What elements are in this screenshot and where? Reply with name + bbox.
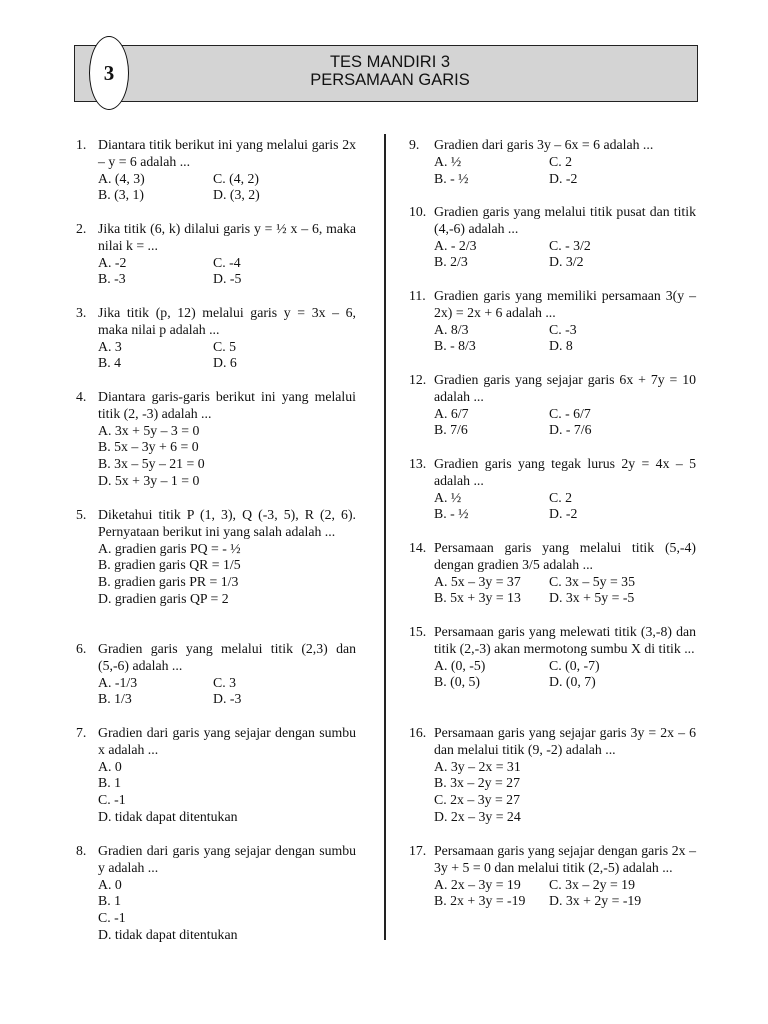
question-number: 15. (409, 624, 427, 639)
question-stem (76, 305, 356, 339)
answer-option: A. 5x – 3y = 37 (434, 573, 521, 589)
answer-options (434, 238, 696, 272)
answer-option: D. - 7/6 (549, 422, 592, 438)
answer-option: A. 8/3 (434, 321, 469, 337)
answer-option: B. 1 (98, 775, 121, 791)
question-stem (76, 843, 356, 877)
answer-option: C. 3 (213, 674, 236, 690)
question-12 (409, 372, 696, 439)
answer-option: C. -4 (213, 254, 241, 270)
answer-option: D. (3, 2) (213, 187, 260, 203)
question-number: 6. (76, 641, 87, 656)
answer-options (434, 322, 696, 356)
answer-options (434, 406, 696, 440)
answer-option: B. 2/3 (434, 254, 468, 270)
answer-option: B. - ½ (434, 506, 469, 522)
answer-option: D. -5 (213, 271, 242, 287)
question-text: Gradien garis yang memiliki persamaan 3(y – 2x) = 2x + 6 adalah ... (434, 288, 696, 320)
answer-option: C. - 3/2 (549, 237, 591, 253)
answer-option: D. -2 (549, 506, 578, 522)
question-number: 14. (409, 540, 427, 555)
answer-options (434, 574, 696, 608)
answer-option: A. 3y – 2x = 31 (434, 758, 521, 774)
answer-option: A. (0, -5) (434, 657, 486, 673)
question-number: 10. (409, 204, 427, 219)
question-text: Gradien dari garis 3y – 6x = 6 adalah ... (434, 137, 654, 152)
question-number: 4. (76, 389, 87, 404)
answer-option: C. 2 (549, 489, 572, 505)
answer-options (98, 255, 356, 289)
question-stem (409, 725, 696, 759)
question-stem (409, 204, 696, 238)
question-stem (76, 137, 356, 171)
question-number: 12. (409, 372, 427, 387)
question-text: Persamaan garis yang melewati titik (3,-8) dan titik (2,-3) akan mermotong sumbu X di titik ... (434, 624, 696, 656)
question-stem (76, 725, 356, 759)
answer-option: C. 3x – 5y = 35 (549, 573, 635, 589)
answer-option: B. 7/6 (434, 422, 468, 438)
question-15 (409, 624, 696, 691)
answer-options (434, 154, 696, 188)
question-2 (76, 221, 356, 288)
question-10 (409, 204, 696, 271)
answer-options (434, 658, 696, 692)
question-16 (409, 725, 696, 826)
answer-option: D. 3x + 5y = -5 (549, 590, 635, 606)
answer-option: D. -3 (213, 691, 242, 707)
question-number: 2. (76, 221, 87, 236)
question-text: Persamaan garis yang sejajar garis 3y = 2x – 6 dan melalui titik (9, -2) adalah ... (434, 725, 696, 757)
answer-option: C. 5 (213, 338, 236, 354)
answer-option: B. gradien garis PR = 1/3 (98, 574, 239, 590)
question-text: Jika titik (p, 12) melalui garis y = 3x – 6, maka nilai p adalah ... (98, 305, 356, 337)
answer-options (434, 490, 696, 524)
question-text: Gradien garis yang sejajar garis 6x + 7y = 10 adalah ... (434, 372, 696, 404)
answer-option: D. 8 (549, 338, 573, 354)
answer-option: C. 2x – 3y = 27 (434, 792, 520, 808)
question-1 (76, 137, 356, 204)
question-number: 8. (76, 843, 87, 858)
question-7 (76, 725, 356, 826)
answer-option: C. 2 (549, 153, 572, 169)
answer-option: A. 3x + 5y – 3 = 0 (98, 422, 200, 438)
answer-option: C. (0, -7) (549, 657, 600, 673)
answer-option: B. 1 (98, 893, 121, 909)
answer-option: C. -1 (98, 792, 126, 808)
question-3 (76, 305, 356, 372)
question-stem (76, 641, 356, 675)
answer-option: B. 5x – 3y + 6 = 0 (98, 439, 199, 455)
question-17 (409, 843, 696, 910)
answer-options (98, 675, 356, 709)
answer-option: A. -2 (98, 254, 127, 270)
question-text: Gradien garis yang tegak lurus 2y = 4x – 5 adalah ... (434, 456, 696, 488)
answer-option: D. -2 (549, 170, 578, 186)
question-number: 13. (409, 456, 427, 471)
answer-option: D. gradien garis QP = 2 (98, 590, 229, 606)
question-number: 7. (76, 725, 87, 740)
answer-option: C. - 6/7 (549, 405, 591, 421)
question-number: 16. (409, 725, 427, 740)
question-11 (409, 288, 696, 355)
answer-option: C. 3x – 2y = 19 (549, 876, 635, 892)
answer-option: B. (0, 5) (434, 674, 480, 690)
question-number: 9. (409, 137, 420, 152)
answer-option: D. 6 (213, 355, 237, 371)
question-stem (409, 372, 696, 406)
answer-option: B. 4 (98, 355, 121, 371)
question-stem (76, 221, 356, 255)
question-13 (409, 456, 696, 523)
answer-option: A. ½ (434, 489, 462, 505)
question-stem (76, 389, 356, 423)
question-4 (76, 389, 356, 490)
answer-option: D. 2x – 3y = 24 (434, 808, 521, 824)
answer-option: C. (4, 2) (213, 170, 259, 186)
answer-option: D. 5x + 3y – 1 = 0 (98, 472, 200, 488)
question-stem (409, 456, 696, 490)
answer-option: B. - ½ (434, 170, 469, 186)
answer-option: A. - 2/3 (434, 237, 477, 253)
answer-option: A. (4, 3) (98, 170, 145, 186)
question-text: Gradien dari garis yang sejajar dengan sumbu y adalah ... (98, 843, 356, 875)
answer-option: A. 6/7 (434, 405, 469, 421)
question-text: Persamaan garis yang melalui titik (5,-4) dengan gradien 3/5 adalah ... (434, 540, 696, 572)
answer-option: C. -3 (549, 321, 577, 337)
answer-option: A. 0 (98, 876, 122, 892)
answer-option: B. gradien garis QR = 1/5 (98, 557, 241, 573)
answer-option: D. 3/2 (549, 254, 584, 270)
question-stem (76, 507, 356, 541)
answer-options (98, 339, 356, 373)
answer-option: D. tidak dapat ditentukan (98, 926, 238, 942)
answer-option: D. 3x + 2y = -19 (549, 893, 642, 909)
question-text: Diantara garis-garis berikut ini yang melalui titik (2, -3) adalah ... (98, 389, 356, 421)
answer-option: B. 2x + 3y = -19 (434, 893, 526, 909)
question-text: Diketahui titik P (1, 3), Q (-3, 5), R (2, 6). Pernyataan berikut ini yang salah adalah ... (98, 507, 356, 539)
section-number-badge: 3 (89, 36, 129, 110)
question-text: Jika titik (6, k) dilalui garis y = ½ x – 6, maka nilai k = ... (98, 221, 356, 253)
answer-option: B. 3x – 2y = 27 (434, 775, 520, 791)
answer-option: B. (3, 1) (98, 187, 144, 203)
question-6 (76, 641, 356, 708)
question-14 (409, 540, 696, 607)
question-text: Diantara titik berikut ini yang melalui garis 2x – y = 6 adalah ... (98, 137, 356, 169)
answer-option: A. 2x – 3y = 19 (434, 876, 521, 892)
answer-option: B. - 8/3 (434, 338, 476, 354)
answer-option: A. 0 (98, 758, 122, 774)
question-8 (76, 843, 356, 944)
answer-option: B. -3 (98, 271, 126, 287)
question-5 (76, 507, 356, 608)
answer-option: B. 3x – 5y – 21 = 0 (98, 456, 205, 472)
answer-option: D. tidak dapat ditentukan (98, 808, 238, 824)
answer-options (434, 877, 696, 911)
question-number: 1. (76, 137, 87, 152)
answer-option: B. 5x + 3y = 13 (434, 590, 521, 606)
question-stem (409, 137, 696, 154)
answer-option: A. ½ (434, 153, 462, 169)
answer-options (98, 171, 356, 205)
question-number: 5. (76, 507, 87, 522)
question-text: Gradien garis yang melalui titik pusat dan titik (4,-6) adalah ... (434, 204, 696, 236)
answer-option: A. -1/3 (98, 674, 138, 690)
question-9 (409, 137, 696, 187)
answer-option: B. 1/3 (98, 691, 132, 707)
question-stem (409, 540, 696, 574)
page-title: TES MANDIRI 3 (329, 53, 451, 71)
answer-option: D. (0, 7) (549, 674, 596, 690)
question-stem (409, 624, 696, 658)
answer-option: A. 3 (98, 338, 122, 354)
answer-option: A. gradien garis PQ = - ½ (98, 540, 241, 556)
question-number: 17. (409, 843, 427, 858)
page-subtitle: PERSAMAAN GARIS (310, 71, 470, 89)
question-text: Gradien dari garis yang sejajar dengan sumbu x adalah ... (98, 725, 356, 757)
question-number: 11. (409, 288, 426, 303)
question-number: 3. (76, 305, 87, 320)
question-stem (409, 843, 696, 877)
answer-option: C. -1 (98, 910, 126, 926)
question-text: Gradien garis yang melalui titik (2,3) dan (5,-6) adalah ... (98, 641, 356, 673)
question-stem (409, 288, 696, 322)
column-divider (384, 134, 386, 940)
question-text: Persamaan garis yang sejajar dengan garis 2x – 3y + 5 = 0 dan melalui titik (2,-5) adalah ... (434, 843, 696, 875)
